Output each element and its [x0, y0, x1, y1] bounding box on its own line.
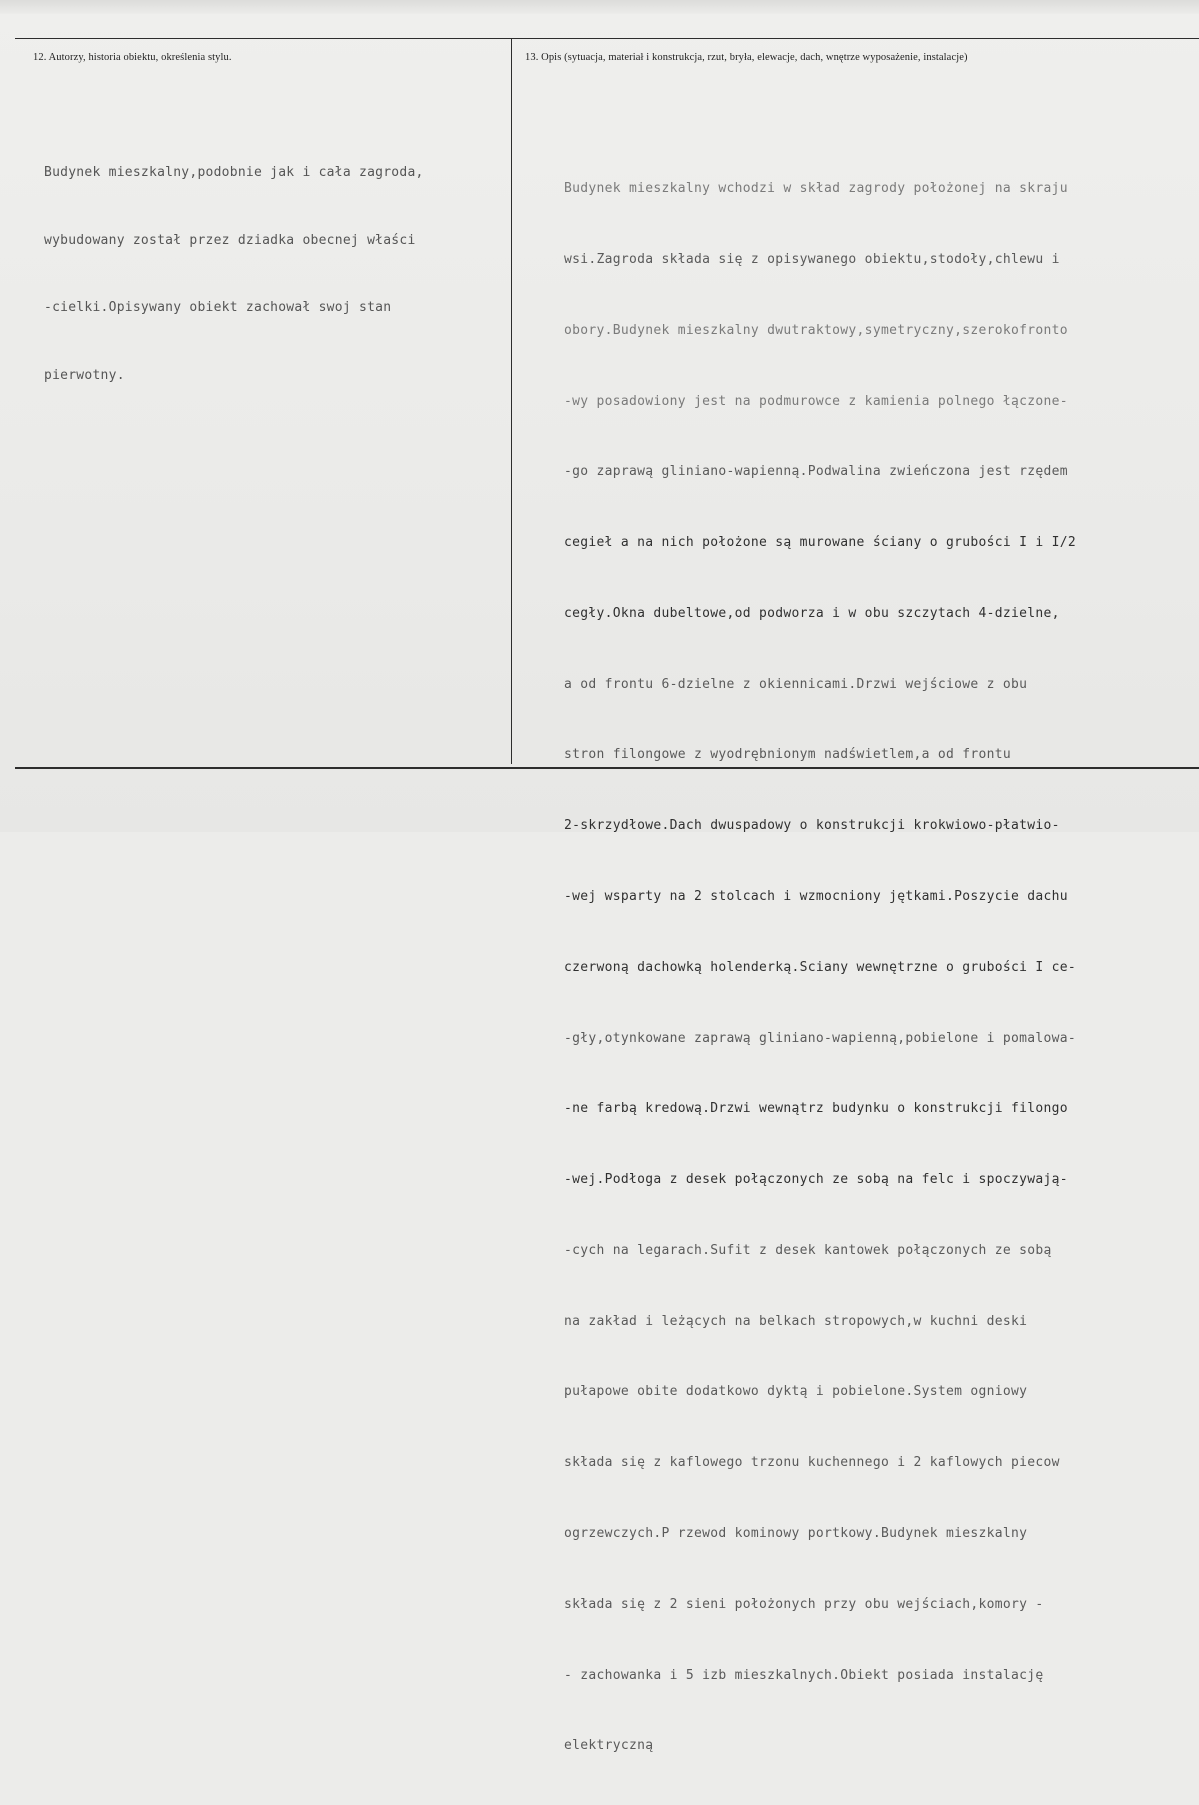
section-13-line: -go zaprawą gliniano-wapienną.Podwalina zwieńczona jest rzędem [564, 464, 1068, 480]
section-13-line: a od frontu 6-dzielne z okiennicami.Drzwi wejściowe z obu [564, 676, 1028, 692]
section-12-line: Budynek mieszkalny,podobnie jak i cała zagroda, [44, 165, 424, 180]
column-divider [511, 38, 512, 764]
section-13-line: składa się z 2 sieni położonych przy obu wejściach,komory - [564, 1596, 1044, 1612]
section-13-line: czerwoną dachowką holenderką.Sciany wewnętrzne o grubości I ce- [564, 959, 1076, 975]
section-13-line: -gły,otynkowane zaprawą gliniano-wapienną,pobielone i pomalowa- [564, 1030, 1076, 1046]
section-13-line: 2-skrzydłowe.Dach dwuspadowy o konstrukcji krokwiowo-płatwio- [564, 818, 1060, 834]
section-13-text [564, 130, 1076, 1805]
section-13-line: cegieł a na nich położone są murowane ściany o grubości I i I/2 [564, 535, 1076, 551]
section-13-line: pułapowe obite dodatkowo dyktą i pobielone.System ogniowy [564, 1384, 1028, 1400]
paper-top-edge [0, 0, 1199, 14]
section-13-line: cegły.Okna dubeltowe,od podworza i w obu szczytach 4-dzielne, [564, 605, 1060, 621]
section-13-line: składa się z kaflowego trzonu kuchennego i 2 kaflowych piecow [564, 1455, 1060, 1471]
section-13-line: wsi.Zagroda składa się z opisywanego obiektu,stodoły,chlewu i [564, 251, 1060, 267]
section-13-line: elektryczną [564, 1738, 654, 1754]
section-13-title: 13. Opis (sytuacja, materiał i konstrukcja, rzut, bryła, elewacje, dach, wnętrze wyposażenie, instalacje) [525, 52, 968, 63]
section-13-line: na zakład i leżących na belkach stropowych,w kuchni deski [564, 1313, 1028, 1329]
section-13-line: -wej.Podłoga z desek połączonych ze sobą na felc i spoczywają- [564, 1172, 1068, 1188]
section-13-line: obory.Budynek mieszkalny dwutraktowy,symetryczny,szerokofronto [564, 322, 1068, 338]
section-12-line: -cielki.Opisywany obiekt zachował swoj stan [44, 300, 392, 315]
section-13-line: -ne farbą kredową.Drzwi wewnątrz budynku o konstrukcji filongo [564, 1101, 1068, 1117]
section-13-line: - zachowanka i 5 izb mieszkalnych.Obiekt posiada instalację [564, 1667, 1044, 1683]
section-13-line: stron filongowe z wyodrębnionym nadświetlem,a od frontu [564, 747, 1011, 763]
section-12-line: wybudowany został przez dziadka obecnej właści [44, 232, 416, 248]
section-12-title: 12. Autorzy, historia obiektu, określenia stylu. [33, 52, 232, 63]
section-13-line: Budynek mieszkalny wchodzi w skład zagrody położonej na skraju [564, 181, 1068, 197]
section-12-text [44, 117, 424, 432]
section-12-line: pierwotny. [44, 367, 125, 383]
section-13-line: -wej wsparty na 2 stolcach i wzmocniony jętkami.Poszycie dachu [564, 889, 1068, 904]
section-13-line: -cych na legarach.Sufit z desek kantowek połączonych ze sobą [564, 1242, 1052, 1258]
section-13-line: ogrzewczych.P rzewod kominowy portkowy.Budynek mieszkalny [564, 1526, 1028, 1542]
top-rule [15, 38, 1199, 39]
section-13-line: -wy posadowiony jest na podmurowce z kamienia polnego łączone- [564, 393, 1068, 409]
